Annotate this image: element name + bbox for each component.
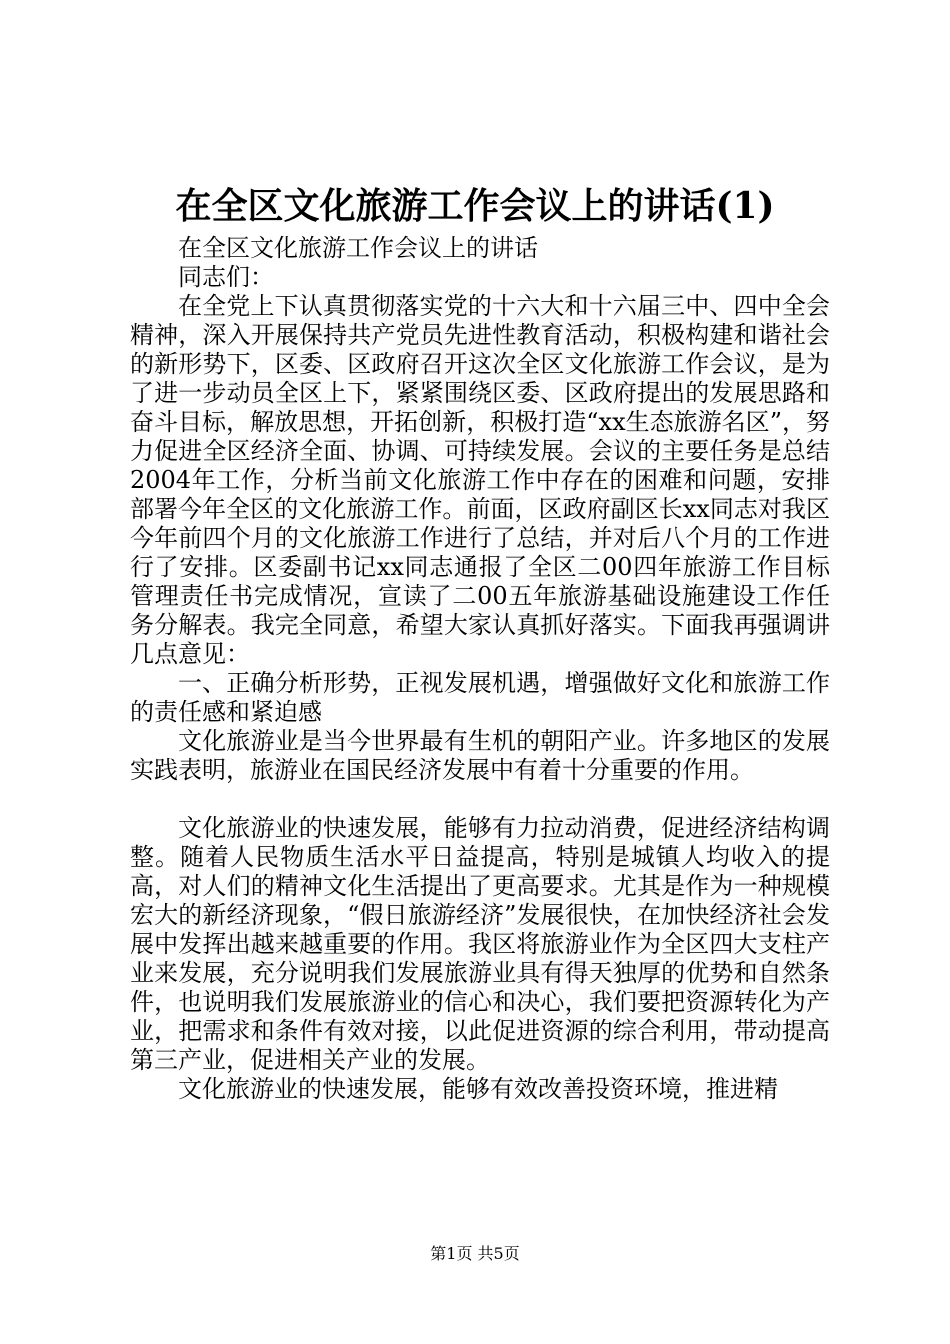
- page-footer: 第1页 共5页: [430, 1244, 520, 1263]
- document-subtitle: 在全区文化旅游工作会议上的讲话: [178, 234, 538, 262]
- salutation: 同志们：: [178, 263, 274, 291]
- document-body: [130, 234, 830, 1104]
- paragraph: 在全党上下认真贯彻落实党的十六大和十六届三中、四中全会精神，深入开展保持共产党员先进性教育活动，积极构建和谐社会的新形势下，区委、区政府召开这次全区文化旅游工作会议，是为了进一步动员全区上下，紧紧围绕区委、区政府提出的发展思路和奋斗目标，解放思想，开拓创新，积极打造“xx生态旅游名区”，努力促进全区经济全面、协调、可持续发展。会议的主要任务是总结2004年工作，分析当前文化旅游工作中存在的困难和问题，安排部署今年全区的文化旅游工作。前面，区政府副区长xx同志对我区今年前四个月的文化旅游工作进行了总结，并对后八个月的工作进行了安排。区委副书记xx同志通报了全区二00四年旅游工作目标管理责任书完成情况，宣读了二00五年旅游基础设施建设工作任务分解表。我完全同意，希望大家认真抓好落实。下面我再强调讲几点意见：: [130, 292, 830, 668]
- paragraph: 文化旅游业是当今世界最有生机的朝阳产业。许多地区的发展实践表明，旅游业在国民经济发展中有着十分重要的作用。: [130, 727, 830, 784]
- document-title: 在全区文化旅游工作会议上的讲话(1): [175, 185, 775, 227]
- section-heading: 一、正确分析形势，正视发展机遇，增强做好文化和旅游工作的责任感和紧迫感: [130, 669, 830, 726]
- paragraph: 文化旅游业的快速发展，能够有力拉动消费，促进经济结构调整。随着人民物质生活水平日益提高，特别是城镇人均收入的提高，对人们的精神文化生活提出了更高要求。尤其是作为一种规模宏大的新经济现象，“假日旅游经济”发展很快，在加快经济社会发展中发挥出越来越重要的作用。我区将旅游业作为全区四大支柱产业来发展，充分说明我们发展旅游业具有得天独厚的优势和自然条件，也说明我们发展旅游业的信心和决心，我们要把资源转化为产业，把需求和条件有效对接，以此促进资源的综合利用，带动提高第三产业，促进相关产业的发展。: [130, 814, 830, 1074]
- paragraph: 文化旅游业的快速发展，能够有效改善投资环境，推进精: [178, 1075, 778, 1103]
